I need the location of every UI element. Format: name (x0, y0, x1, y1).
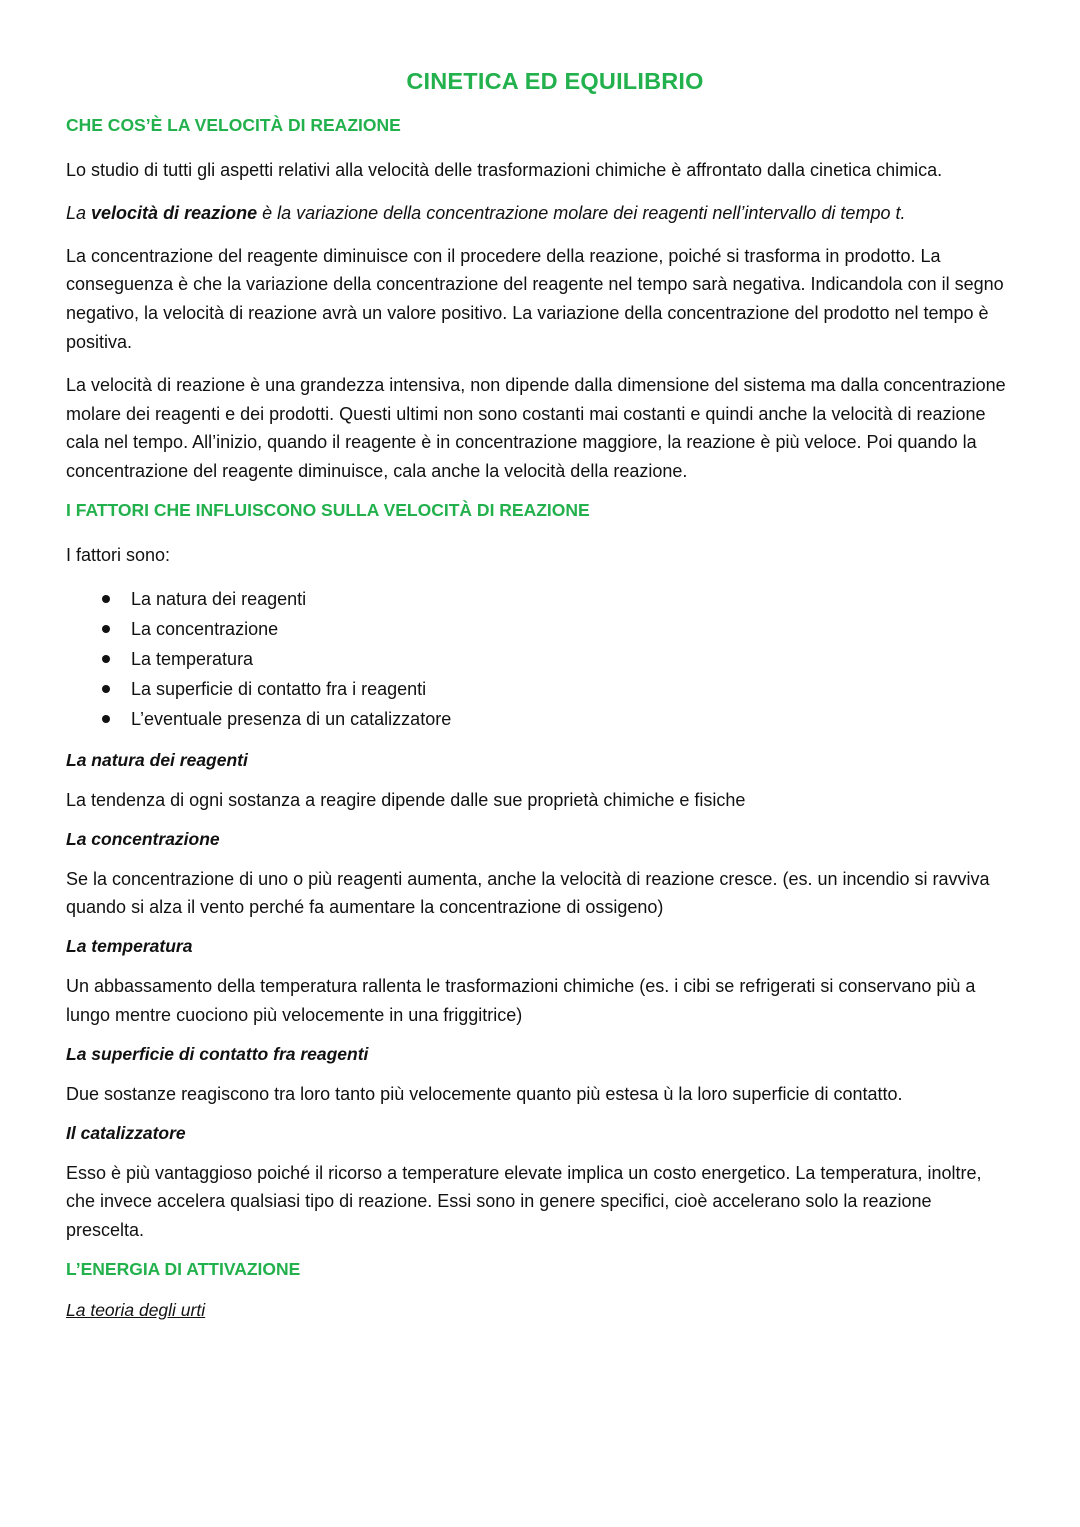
list-item: L’eventuale presenza di un catalizzatore (102, 704, 1014, 734)
definition-term: velocità di reazione (91, 202, 258, 223)
heading-velocita: CHE COS’È LA VELOCITÀ DI REAZIONE (66, 115, 401, 135)
list-item: La concentrazione (102, 614, 1014, 644)
document-title: CINETICA ED EQUILIBRIO (406, 68, 704, 94)
paragraph-fattori-intro: I fattori sono: (66, 544, 171, 565)
paragraph-temperatura: Un abbassamento della temperatura rallenta le trasformazioni chimiche (es. i cibi se refrigerati si conservano più a lungo mentre cuociono più velocemente in una friggitrice) (66, 976, 976, 1025)
paragraph-concentrazione-fattore: Se la concentrazione di uno o più reagenti aumenta, anche la velocità di reazione cresce. (es. un incendio si ravviva quando si alza il vento perché fa aumentare la concentrazione di ossigeno) (66, 868, 990, 918)
subheading-concentrazione: La concentrazione (66, 828, 220, 849)
heading-energia: L’ENERGIA DI ATTIVAZIONE (66, 1258, 301, 1279)
paragraph-natura: La tendenza di ogni sostanza a reagire dipende dalle sue proprietà chimiche e fisiche (66, 789, 746, 810)
subheading-natura: La natura dei reagenti (66, 749, 248, 770)
paragraph-intensiva: La velocità di reazione è una grandezza intensiva, non dipende dalla dimensione del sistema ma dalla concentrazione molare dei reagenti e dei prodotti. Questi ultimi non sono costanti mai costanti e quindi anche la velocità di reazione cala nel tempo. All’inizio, quando il reagente è in concentrazione maggiore, la reazione è più veloce. Poi quando la concentrazione del reagente diminuisce, cala anche la velocità della reazione. (66, 374, 1006, 482)
subheading-teoria-urti: La teoria degli urti (66, 1299, 206, 1320)
list-item: La natura dei reagenti (102, 584, 1014, 614)
definition-prefix: La (66, 202, 92, 223)
heading-fattori: I FATTORI CHE INFLUISCONO SULLA VELOCITÀ DI REAZIONE (66, 499, 590, 520)
paragraph-catalizzatore: Esso è più vantaggioso poiché il ricorso a temperature elevate implica un costo energetico. La temperatura, inoltre, che invece accelera qualsiasi tipo di reazione. Essi sono in genere specifici, cioè accelerano solo la reazione prescelta. (66, 1162, 982, 1241)
paragraph-superficie: Due sostanze reagiscono tra loro tanto più velocemente quanto più estesa ù la loro superficie di contatto. (66, 1083, 903, 1104)
subheading-catalizzatore: Il catalizzatore (66, 1122, 186, 1143)
paragraph-concentrazione: La concentrazione del reagente diminuisce con il procedere della reazione, poiché si trasforma in prodotto. La conseguenza è che la variazione della concentrazione del reagente nel tempo sarà negativa. Indicandola con il segno negativo, la velocità di reazione avrà un valore positivo. La variazione della concentrazione del prodotto nel tempo è positiva. (66, 245, 1004, 352)
subheading-temperatura: La temperatura (66, 936, 193, 957)
paragraph-intro: Lo studio di tutti gli aspetti relativi alla velocità delle trasformazioni chimiche è affrontato dalla cinetica chimica. (66, 160, 943, 180)
fattori-list (66, 584, 1014, 734)
subheading-superficie: La superficie di contatto fra reagenti (66, 1043, 369, 1064)
definition-velocita (66, 199, 1014, 228)
definition-rest: è la variazione della concentrazione molare dei reagenti nell’intervallo di tempo t. (257, 202, 906, 223)
list-item: La superficie di contatto fra i reagenti (102, 674, 1014, 704)
list-item: La temperatura (102, 644, 1014, 674)
